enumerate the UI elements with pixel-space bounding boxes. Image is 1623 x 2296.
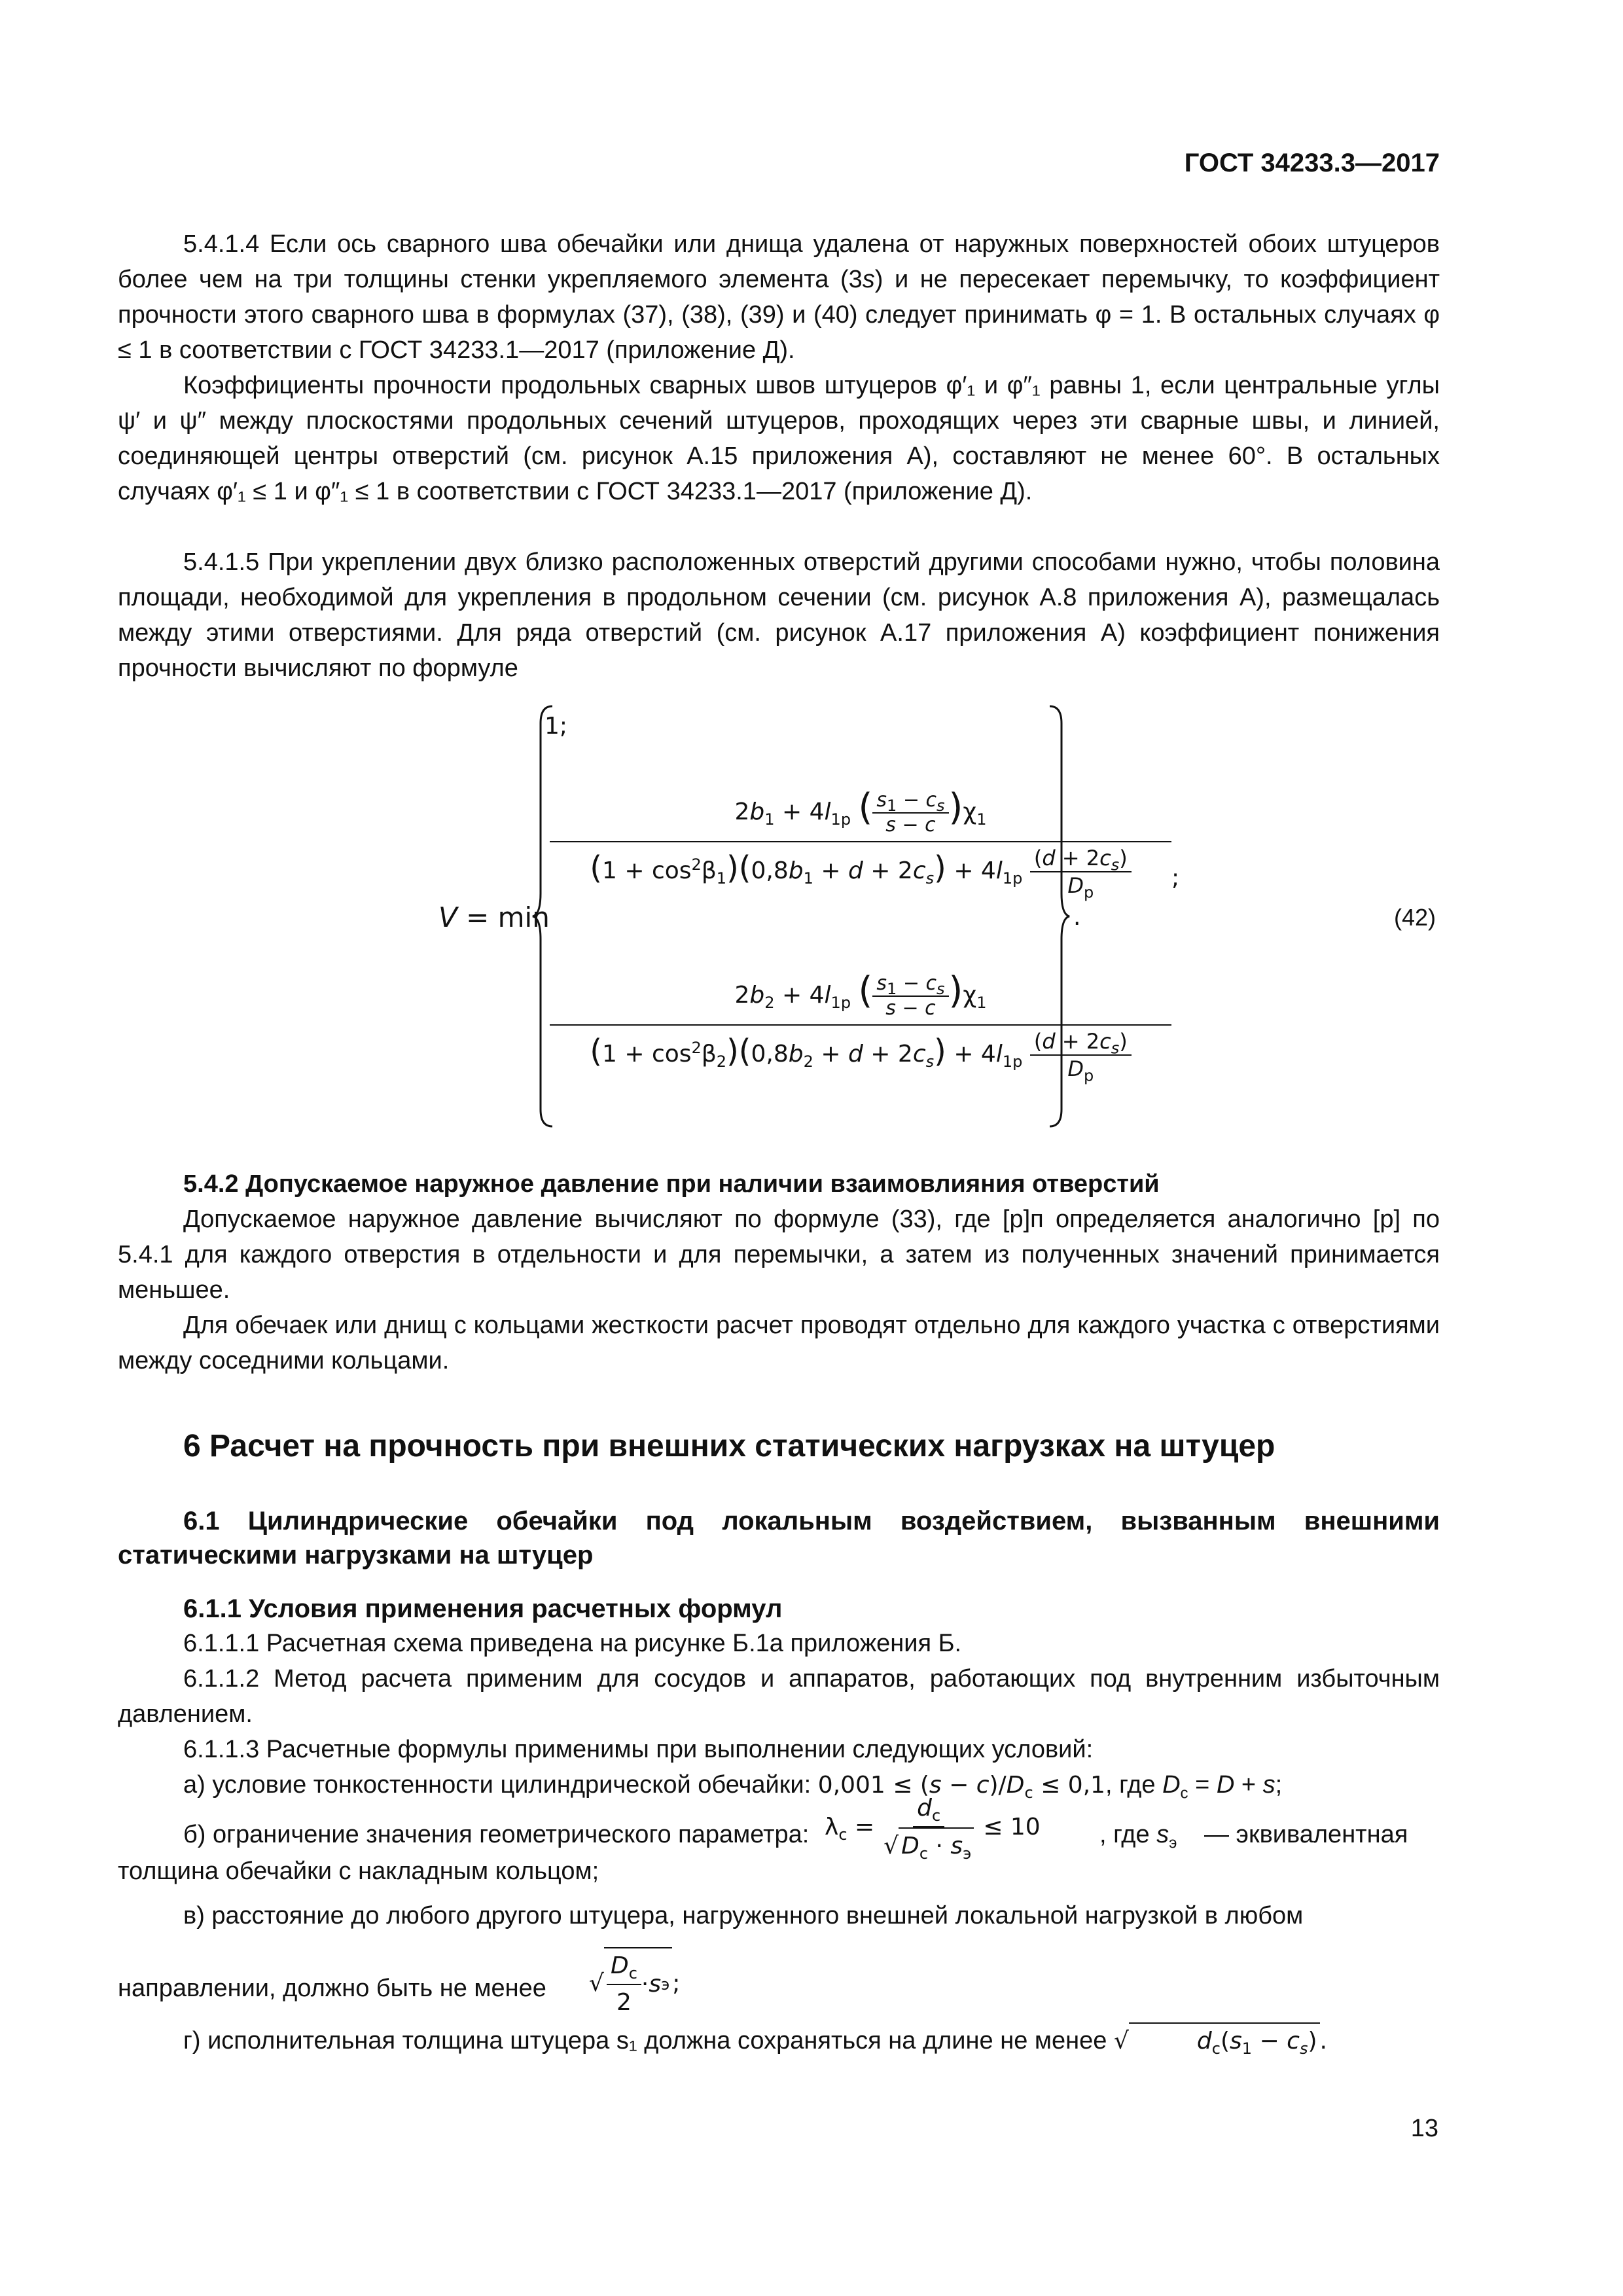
text: Для обечаек или днищ с кольцами жесткости расчет проводят отдельно для каждого участка с отверстиями между соседними кольцами. <box>118 1312 1440 1374</box>
text: 5.4.1.4 Если ось сварного шва обечайки или днища удалена от наружных поверхностей обоих штуцеров более чем на три толщины стенки укрепляемого элемента (3 <box>118 230 1440 293</box>
text: а) условие тонкостенности цилиндрической обечайки: <box>183 1771 818 1799</box>
formula-case-3: $2b_2 + 4l_{1p}$ ( $\frac{s_1 - c_s}{s - c}$ )$\chi_1$ $(1 + \cos^2\beta_2)(0,8b_2 + d + 2c_s) + 4l_{1p}$ $\frac{(d + 2c_s)}{D_p}$ <box>550 972 1171 1082</box>
paragraph-weld-coefficients <box>118 368 1440 509</box>
formula-lhs: V = min <box>438 901 550 933</box>
condition-v <box>118 1898 1440 1933</box>
formula-case-2: $2b_1 + 4l_{1p}$ ( $\frac{s_1 - c_s}{s - c}$ )$\chi_1$ $(1 + \cos^2\beta_1)(0,8b_1 + d + 2c_s) + 4l_{1p}$ $\frac{(d + 2c_s)}{D_p}$ <box>550 789 1171 899</box>
condition-v-line2: направлении, должно быть не менее √ $\frac{D_c}{2}$ · s э ; <box>118 1947 1440 2019</box>
text: 6.1.1.3 Расчетные формулы применимы при выполнении следующих условий: <box>183 1736 1094 1763</box>
text: 6.1.1.1 Расчетная схема приведена на рисунке Б.1а приложения Б. <box>183 1630 962 1657</box>
text: б) ограничение значения геометрического параметра: <box>183 1821 810 1848</box>
heading-5-4-2: 5.4.2 Допускаемое наружное давление при наличии взаимовлияния отверстий <box>183 1170 1160 1198</box>
text: 6.1.1.2 Метод расчета применим для сосудов и аппаратов, работающих под внутренним избыточным давлением. <box>118 1665 1440 1728</box>
section-6 <box>118 1427 1440 1466</box>
text: , где <box>1105 1771 1156 1799</box>
text: Допускаемое наружное давление вычисляют по формуле (33), где [p]п определяется аналогично [p] по 5.4.1 для каждого отверстия в отдельности и для перемычки, а затем из полученных значений принимается меньшее. <box>118 1206 1440 1304</box>
condition-b: б) ограничение значения геометрического параметра: $\lambda_c$ = $\frac{d_c}{√ D_c \cdot s_э}$ ≤ 10 , где $s_э$ — эквивалентная толщина обечайки с накладным кольцом; <box>118 1791 1440 1869</box>
heading-6-1-1: 6.1.1 Условия применения расчетных формул <box>183 1594 783 1623</box>
condition-g: г) исполнительная толщина штуцера s₁ должна сохраняться на длине не менее √ $d_c(s_1 - c_s)$ . <box>118 2022 1440 2059</box>
text: в) расстояние до любого другого штуцера, нагруженного внешней локальной нагрузкой в любом <box>183 1902 1304 1929</box>
section-6-1 <box>118 1504 1440 1572</box>
section-5-4-2 <box>118 1166 1440 1378</box>
paragraph-5-4-1-4: 5.4.1.4 Если ось сварного шва обечайки или днища удалена от наружных поверхностей обоих штуцеров более чем на три толщины стенки укрепляемого элемента (3s) и не пересекает перемычку, то коэффициент прочности этого сварного шва в формулах (37), (38), (39) и (40) следует принимать φ = 1. В остальных случаях φ ≤ 1 в соответствии с ГОСТ 34233.1—2017 (приложение Д). <box>118 230 1440 364</box>
formula-case-1: 1; <box>544 713 568 740</box>
section-6-1-1 <box>118 1592 1440 1803</box>
text: Коэффициенты прочности продольных сварных швов штуцеров φ′₁ и φ″₁ равны 1, если центральные углы ψ′ и ψ″ между плоскостями продольных сечений штуцеров, проходящих через эти сварные швы, и линией, соединяющей центры отверстий (см. рисунок А.15 приложения А), составляют не менее 60°. В остальных случаях φ′₁ ≤ 1 и φ″₁ ≤ 1 в соответствии с ГОСТ 34233.1—2017 (приложение Д). <box>118 372 1440 505</box>
right-brace-icon <box>1046 704 1072 1129</box>
paragraph-5-4-1-5 <box>118 545 1440 686</box>
formula-number: (42) <box>1394 904 1436 931</box>
document-header: ГОСТ 34233.3—2017 <box>1184 149 1440 177</box>
text: толщина обечайки с накладным кольцом; <box>118 1857 599 1885</box>
text: г) исполнительная толщина штуцера s₁ должна сохраняться на длине не менее <box>183 2027 1107 2054</box>
text: — эквивалентная <box>1204 1821 1408 1848</box>
text: ) и не пересекает перемычку, то коэффициент прочности этого сварного шва в формулах (37), (38), (39) и (40) следует принимать φ = 1. В остальных случаях φ ≤ 1 в соответствии с ГОСТ 34233.1—2017 (приложение Д). <box>118 266 1440 364</box>
formula-42: V = min 1; $2b_1 + 4l_{1p}$ ( $\frac{s_1 - c_s}{s - c}$ )$\chi_1$ $(1 + \cos^2\beta_1)(0,8b_1 + d + 2c_s) + 4l_{1p}$ $\frac{(d + 2c_s)}{D_p}$ ; $2b_2 + 4l_{1p}$ ( $\frac{s_1 - c_s}{s - c}$ )$\chi_1$ $(1 + \cos^2\beta_2)(0,8b_2 + d + 2c_s) + 4l_{1p}$ $\frac{(d + 2c_s)}{D_p}$ . (42) <box>118 704 1440 1132</box>
text: , где <box>1099 1821 1150 1848</box>
heading-6-1: 6.1 Цилиндрические обечайки под локальным воздействием, вызванным внешними статическими нагрузками на штуцер <box>118 1507 1440 1570</box>
heading-6: 6 Расчет на прочность при внешних статических нагрузках на штуцер <box>183 1429 1275 1463</box>
text: направлении, должно быть не менее <box>118 1975 546 2002</box>
page-number: 13 <box>1410 2115 1438 2142</box>
condition-a: а) условие тонкостенности цилиндрической обечайки: $0,001 \le (s - c)/D_c \le 0,1$, где $D_c = D + s$; <box>183 1771 1283 1803</box>
text: 5.4.1.5 При укреплении двух близко расположенных отверстий другими способами нужно, чтобы половина площади, необходимой для укрепления в продольном сечении (см. рисунок А.8 приложения А), размещалась между этими отверстиями. Для ряда отверстий (см. рисунок А.17 приложения А) коэффициент понижения прочности вычисляют по формуле <box>118 548 1440 682</box>
